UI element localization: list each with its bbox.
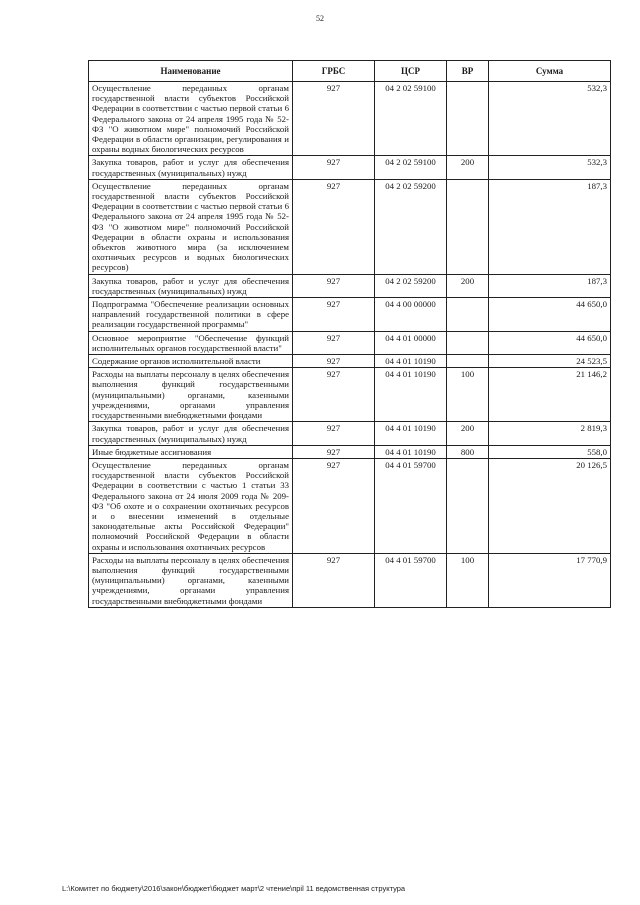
table-row bbox=[89, 179, 611, 274]
table-row bbox=[89, 156, 611, 179]
row-grbs: 927 bbox=[293, 553, 375, 607]
row-name: Расходы на выплаты персоналу в целях обеспечения выполнения функций государственными (муниципальными) органами, казенными учреждениями, органами управления государственными внебюджетными фондами bbox=[89, 553, 293, 607]
table-row bbox=[89, 82, 611, 156]
table-row bbox=[89, 298, 611, 332]
row-name: Осуществление переданных органам государственной власти субъектов Российской Федерации в соответствии с частью первой статьи 6 Федерального закона от 24 апреля 1995 года № 52-ФЗ "О животном мире" полномочий Российской Федерации в области охраны и использования объектов животного мира (за исключением охотничьих ресурсов и водных биологических ресурсов) bbox=[89, 179, 293, 274]
header-name: Наименование bbox=[89, 61, 293, 82]
header-sum: Сумма bbox=[489, 61, 611, 82]
row-name: Закупка товаров, работ и услуг для обеспечения государственных (муниципальных) нужд bbox=[89, 274, 293, 297]
row-sum: 187,3 bbox=[489, 179, 611, 274]
row-csr: 04 4 01 10190 bbox=[375, 368, 447, 422]
row-name: Закупка товаров, работ и услуг для обеспечения государственных (муниципальных) нужд bbox=[89, 422, 293, 445]
row-sum: 532,3 bbox=[489, 82, 611, 156]
row-csr: 04 4 01 10190 bbox=[375, 355, 447, 368]
row-sum: 187,3 bbox=[489, 274, 611, 297]
row-csr: 04 2 02 59200 bbox=[375, 179, 447, 274]
header-csr: ЦСР bbox=[375, 61, 447, 82]
row-sum: 24 523,5 bbox=[489, 355, 611, 368]
row-sum: 532,3 bbox=[489, 156, 611, 179]
row-vr: 100 bbox=[447, 553, 489, 607]
row-vr bbox=[447, 298, 489, 332]
row-grbs: 927 bbox=[293, 331, 375, 354]
header-vr: ВР bbox=[447, 61, 489, 82]
row-csr: 04 4 00 00000 bbox=[375, 298, 447, 332]
row-name: Закупка товаров, работ и услуг для обеспечения государственных (муниципальных) нужд bbox=[89, 156, 293, 179]
row-vr: 200 bbox=[447, 274, 489, 297]
row-vr: 100 bbox=[447, 368, 489, 422]
table-header-row bbox=[89, 61, 611, 82]
row-vr: 200 bbox=[447, 156, 489, 179]
table-row bbox=[89, 355, 611, 368]
budget-table bbox=[88, 60, 611, 608]
row-vr bbox=[447, 179, 489, 274]
row-vr bbox=[447, 331, 489, 354]
row-grbs: 927 bbox=[293, 445, 375, 458]
row-grbs: 927 bbox=[293, 298, 375, 332]
row-name: Содержание органов исполнительной власти bbox=[89, 355, 293, 368]
row-sum: 558,0 bbox=[489, 445, 611, 458]
row-grbs: 927 bbox=[293, 82, 375, 156]
row-grbs: 927 bbox=[293, 368, 375, 422]
row-sum: 2 819,3 bbox=[489, 422, 611, 445]
table-row bbox=[89, 422, 611, 445]
row-name: Расходы на выплаты персоналу в целях обеспечения выполнения функций государственными (муниципальными) органами, казенными учреждениями, органами управления государственными внебюджетными фондами bbox=[89, 368, 293, 422]
row-name: Осуществление переданных органам государственной власти субъектов Российской Федерации в соответствии с частью первой статьи 6 Федерального закона от 24 апреля 1995 года № 52-ФЗ "О животном мире" полномочий Российской Федерации в области организации, регулирования и охраны водных биологических ресурсов bbox=[89, 82, 293, 156]
table-row bbox=[89, 553, 611, 607]
table-row bbox=[89, 274, 611, 297]
row-name: Осуществление переданных органам государственной власти субъектов Российской Федерации в соответствии с частью 1 статьи 33 Федерального закона от 24 июля 2009 года № 209-ФЗ "Об охоте и о сохранении охотничьих ресурсов и о внесении изменений в отдельные законодательные акты Российской Федерации" полномочий Российской Федерации в области охраны и использования охотничьих ресурсов bbox=[89, 458, 293, 553]
row-sum: 21 146,2 bbox=[489, 368, 611, 422]
footer-file-path: L:\Комитет по бюджету\2016\закон\бюджет\бюджет март\2 чтение\прil 11 ведомственная структура bbox=[62, 884, 406, 893]
row-sum: 17 770,9 bbox=[489, 553, 611, 607]
table-row bbox=[89, 445, 611, 458]
row-grbs: 927 bbox=[293, 179, 375, 274]
row-csr: 04 2 02 59200 bbox=[375, 274, 447, 297]
row-csr: 04 4 01 59700 bbox=[375, 553, 447, 607]
table-row bbox=[89, 331, 611, 354]
table-row bbox=[89, 458, 611, 553]
row-vr bbox=[447, 458, 489, 553]
table-row bbox=[89, 368, 611, 422]
row-csr: 04 2 02 59100 bbox=[375, 82, 447, 156]
row-vr: 800 bbox=[447, 445, 489, 458]
row-sum: 44 650,0 bbox=[489, 331, 611, 354]
row-grbs: 927 bbox=[293, 274, 375, 297]
row-grbs: 927 bbox=[293, 458, 375, 553]
row-csr: 04 2 02 59100 bbox=[375, 156, 447, 179]
header-grbs: ГРБС bbox=[293, 61, 375, 82]
row-sum: 20 126,5 bbox=[489, 458, 611, 553]
row-name: Иные бюджетные ассигнования bbox=[89, 445, 293, 458]
row-name: Подпрограмма "Обеспечение реализации основных направлений государственной политики в сфере реализации государственной программы" bbox=[89, 298, 293, 332]
row-vr: 200 bbox=[447, 422, 489, 445]
row-grbs: 927 bbox=[293, 355, 375, 368]
row-name: Основное мероприятие "Обеспечение функций исполнительных органов государственной власти" bbox=[89, 331, 293, 354]
row-sum: 44 650,0 bbox=[489, 298, 611, 332]
row-csr: 04 4 01 00000 bbox=[375, 331, 447, 354]
row-csr: 04 4 01 10190 bbox=[375, 445, 447, 458]
row-grbs: 927 bbox=[293, 422, 375, 445]
row-vr bbox=[447, 82, 489, 156]
row-csr: 04 4 01 59700 bbox=[375, 458, 447, 553]
row-vr bbox=[447, 355, 489, 368]
page-number: 52 bbox=[316, 14, 324, 23]
row-grbs: 927 bbox=[293, 156, 375, 179]
row-csr: 04 4 01 10190 bbox=[375, 422, 447, 445]
